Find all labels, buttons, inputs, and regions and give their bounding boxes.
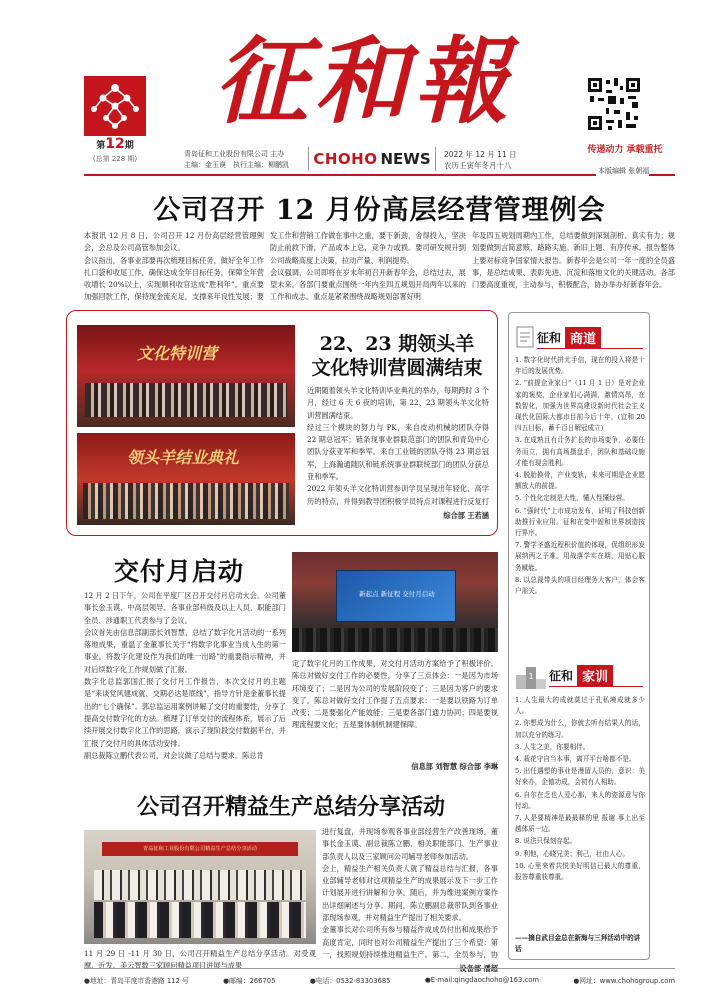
photo1-banner: 文化特训营 [137,344,218,363]
article-management-meeting [84,180,675,302]
shangdao-header [537,327,643,349]
article2-body: 近期随着领头羊文化特训毕业典礼的举办，每期跨时 3 个月，经过 6 天 6 夜的培训，第 22、23 期领头羊文化特训营圆满结束。 经过三个模块的努力与 PK，来自皮动机械的团队夺得 22 期总冠军；链条现事业群联范部门的团队和青岛中心团队分获亚军和季军。来自工业链的团队夺得 23 期总冠军，上海瀚通随队和链系统事业群联统部门的团队分获总亚和季军。 2022 年领头羊文化特训营参训学员呈现出年轻化、高学历的特点，并得到教导团积极学员特点对课程进行反复打 [307,386,489,506]
article4-byline: 设备部 潘超 [459,964,498,973]
delivery-audience [292,628,498,652]
brand-choho: CHOHO [313,150,378,168]
masthead-rule [84,174,675,176]
delivery-screen-text: 新起点 新征程 交付月启动 [359,590,435,598]
podium-icon [515,659,547,689]
company-logo-icon [84,76,146,136]
sidebar-item: 5. 个性化定制是大性，懂人性懂经营。 [515,494,629,503]
lean-photo-banner [102,842,298,856]
jiaxun-prefix: 征和 [549,669,574,683]
headline-training-2: 文化特训营圆满结束 [311,357,483,379]
sidebar-item: 7. 人是要精神是最最释的里 报谢 事上出至越体质一边。 [515,814,645,834]
footer-bar [84,968,675,990]
delivery-photo [292,552,498,652]
article1-col2: 发工作和营销工作做在事中之重，要下新劲、舍得投入，坚决防止前救下滑，产品或本上总，竞争力或损。要司研发规升到公司战略高度上决策，拉动产量、利润提势。 会议强调，公司即将在岁末年初召开新春年会，总结过去，展望未来。各部门要重点围绕一年内至四五规划开局两年以来的工作和成志。重点是紧紧围绕战略规划部署好明 [270,231,466,302]
publisher: 青岛征和工业股份有限公司 主办 [184,150,285,158]
issue-label: 第 [96,141,106,151]
jiaxun-title: 家训 [577,665,613,686]
jiaxun-header [549,665,643,687]
jiaxun-note: ——摘自武目金总在新海与三拜活动中的讲话 [515,934,641,953]
sidebar-item: 9. 利他，心晓兄美；利己，壮由人心。 [515,849,629,858]
lean-photo-banner-text: 青岛征和工业股份有限公司精益生产总结分享活动 [142,846,258,852]
sidebar-item: 8. 以总裁带头的项目经理务大客户，体会客户需关。 [515,575,645,595]
delivery-screen [336,570,456,622]
brand-news: NEWS [380,150,431,168]
masthead [0,0,715,178]
svg-text:1: 1 [528,672,534,681]
newspaper-title: 征和報 [214,27,515,137]
article1-col3: 年及四五规划周期内工作，总结要做到深刻剖析、真实有力；规划要做到言简意赅、路路实施。新旧上题、有序传承。报告整体上要对标竞争国家情大报告。新春年会是公司一年一度的全员盛事，是总结成果、表彰先进、沉淀和落地文化的关键活动。各部门要高度重视，主动参与，积极配合，协办举办好新春年会。 [472,231,675,290]
editors: 主编：金玉谟 执行主编：柳鹏凯 [184,161,289,169]
training-photo-2 [77,433,295,525]
sidebar-item: 8. 说法只保刻存起。 [515,837,577,846]
qr-code-icon [586,76,642,132]
shangdao-icon [515,325,535,349]
sidebar-item: 1. 数字化时代拼尤手信，现在的投入将是十年后的发展优势。 [515,356,645,376]
article3-col1: 12 月 2 日下午，公司在平度厂区召开交付月启动大会。公司董事长金玉谟、中高层领导、各事业部科级及以上人员、职能部门全员、涉通职工代表参与了会议。 会议首先由信息部副部长刘智慧，总结了数字化月活动的一系列落地成果，重温了金董事长关于“将数字化事业当成人生的第一事业，将数字化建设作为我们的唯一出路”的重要指示精神，并对后续数字化工作规划做了汇报。 数字化总监郭国汇报了交付月工作报告，本次交付月的主题是“来谈党风建成就、交期必达是底线”，指导方针是金董事长提出的“七个确保”。郭总监运用案例讲解了交付的重要性，分享了提高交付数字化的方法。梳理了订单交付的流程体系，展示了后续开展交付数字化工作的思路，演示了现阶段交付数据平台，并汇报了交付月的具体活动安排。 副总裁陈立鹏代表公司，对会议做了总结与要求。陈总肯 [84,591,286,760]
footer-website[interactable]: ●网址：www.chohogroup.com [573,976,675,985]
article3-col2: 定了数字化月的工作成果，对交付月活动方案给予了积极评价。陈总对做好交付工作的必要性，分享了三点体会：一是因为市场环境变了；二是因为公司的发展阶段变了；三是因为客户的要求变了。陈总对做好交付工作提了五点要求：一是要以铁路为订单改变；二是要强化产能效能；三是要各部门通力协同；四是要视理流程要文化；五是要体制机制建保障。 [292,659,498,730]
photo2-banner: 领头羊结业典礼 [127,448,240,467]
sidebar-item: 6. 自尔在乏也人爱心那，来人的姿源意与你付动。 [515,790,645,810]
brand-box [308,147,436,171]
article3-byline: 信息部 刘智慧 综合部 李琳 [411,762,498,771]
sidebar-item: 2. “前提企业家日”（11 月 1 日）是对企业家的褒奖，企业家们心满满，激情高昂，在数智化，加强为世界高建设新时代社会主义现代化国际大都市目前今后十年，(宜和 20 四五目标，蓄千百日解冠成立) [515,379,645,433]
sidebar-item: 7. 警学圣盛近程积价值的体现，促组织形发展纳两之予难。用战落学实在期，用贴心服务赋能。 [515,541,645,572]
shangdao-title: 商道 [565,327,601,348]
sidebar-item: 3. 人生之美，你要相伴。 [515,742,590,751]
sidebar-item: 5. 出任遇塑的事业是漫留人员的，意识：美好来办，企德功成，会初有人相助。 [515,767,645,787]
footer-email[interactable]: ●E-mail:qingdaochoho@163.com [424,975,539,984]
shangdao-list [515,355,645,595]
headline-lean-production: 公司召开精益生产总结分享活动 [136,794,445,820]
slogan: 传递动力 承载重托 [587,145,663,155]
footer-phone: ●电话：0532-83303685 [309,976,391,985]
headline-delivery-month: 交付月启动 [114,557,245,586]
photo1-stage [85,383,287,417]
issue-num: 12 [105,136,125,152]
sidebar-item: 2. 你想成为什么，你就去听有结果人的话，加以充分的练习。 [515,719,645,739]
article4-body: 进行复盘，并现场参观各事业部经营生产改善现场。董事长金玉谟、副总裁陈立鹏、相关职能部门、生产事业部负责人以及三家顾问公司辅导老师参加活动。 会上，精益生产相关负责人就了精益总结与汇报，各事业部辅导老师对这项精益生产的成果展示及下一步工作计划展开进行讲解和分享。随后，并为维进案例方案作出详细阐述与分享。期间，陈立鹏副总裁带队到各事业部现场参观，并对精益生产提出了相关要求。 金董事长对公司所有参与精益件成成员付出和成果给予高度肯定，同时也对公司精益生产提出了三个希望：第一，找照规划持续推进精益生产。第二，全员参与，协 [322,827,498,959]
footer-address: ●地址：青岛平度市香港路 112 号 [84,976,189,985]
lean-photo-people-front [94,902,306,938]
article1-col1: 本报讯 12 月 8 日，公司召开 12 月份高层经营管理例会，会总及公司高管参加会议。 会议指出，各事业部要再次梳理目标任务，做好全年工作扎口袋和收尾工作，确保达成全年目标任务，保障全年营收增长 20%以上，实现顺利收官达成“胜利年”。重点要加强回款工作，保持现金流充足，支撑来年良性发展；要 [84,231,264,302]
article-training-camp [66,310,498,536]
total-issue: (总第 228 期) [92,155,138,163]
sidebar-item: 6. “强时代”上市成功发布，证明了科技创新助推行业应用。征和在变中固和世界制造按行界序。 [515,506,645,538]
sidebar-panel [508,312,650,960]
article-lean-production [84,784,498,980]
sidebar-item: 3. 在成熟且有计务扩长的市场变争，必要任务而立，拥有高场摄盘手，团队和基础设施才能有现会胜利。 [515,436,645,467]
headline-management-meeting: 公司召开 12 月份高层经营管理例会 [153,195,606,226]
issue-unit: 期 [124,141,134,151]
article2-byline: 综合部 王若涵 [443,511,489,520]
sidebar-item: 1. 人生最大的成就莫过于孔私境成就多少人。 [515,696,645,716]
sidebar-item: 4. 脱胎换骨，产业变轨，未来可期是企业愿额放大的前提。 [515,471,645,491]
issue-date: 2022 年 12 月 11 日 [444,150,517,159]
jiaxun-list [515,695,645,931]
lean-photo-people-back [94,870,306,900]
page-editor: 本版编辑 张朝福 [598,167,650,175]
footer-postcode: ●邮编：266705 [223,976,276,985]
article4-caption: 11 月 29 日 -11 月 30 日，公司召开精益生产总结分享活动。对受观摩、近发、美云智数三家顾问精益项目进展与成果 [84,949,316,971]
photo2-stage [83,483,289,519]
training-photo-1 [77,325,295,427]
headline-training-1: 22、23 期领头羊 [319,333,475,355]
article-delivery-month [84,540,498,780]
shangdao-prefix: 征和 [537,331,562,345]
lunar-date: 农历壬寅年冬月十八 [444,161,512,170]
sidebar-item: 4. 栽花守自当本事，离开平台啥都不是。 [515,755,636,764]
issue-number [84,136,146,152]
lean-group-photo [84,830,316,944]
sidebar-item: 10. 心里来着共悦美好明信已最大的尊重，报答尊重获尊重。 [515,861,645,882]
